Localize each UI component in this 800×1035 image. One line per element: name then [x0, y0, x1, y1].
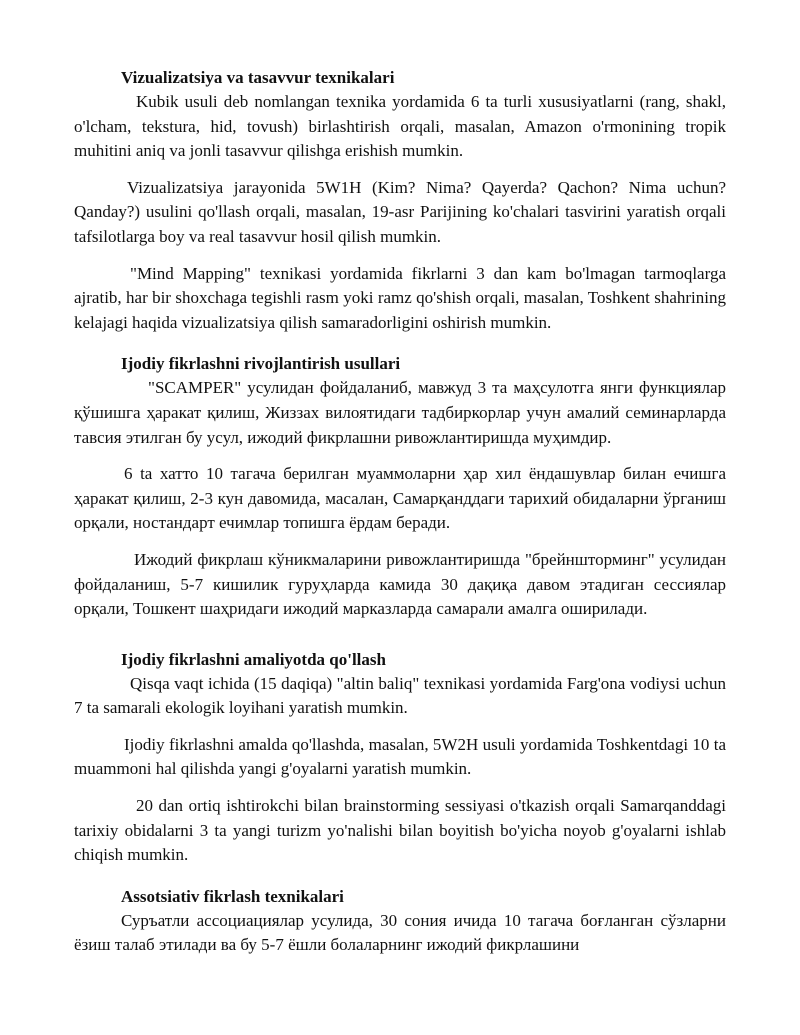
- paragraph: "SCAMPER" усулидан фойдаланиб, мавжуд 3 та маҳсулотга янги функциялар қўшишга ҳаракат қилиш, Жиззах вилоятидаги тадбиркорлар учун амалий семинарларда тавсия этилган бу усул, ижодий фикрлашни ривожлантиришда муҳимдир.: [74, 378, 726, 447]
- paragraph: Kubik usuli deb nomlangan texnika yordamida 6 ta turli xususiyatlarni (rang, shakl, o'lcham, tekstura, hid, tovush) birlashtirish orqali, masalan, Amazon o'rmonining tropik muhitini aniq va jonli tasavvur qilishga erishish mumkin.: [74, 92, 726, 161]
- paragraph: 6 ta хатто 10 тагача берилган муаммоларни ҳар хил ёндашувлар билан ечишга ҳаракат қилиш, 2-3 кун давомида, масалан, Самарқанддаги тарихий обидаларни ўрганиш орқали, ностандарт ечимлар топишга ёрдам беради.: [74, 464, 726, 533]
- paragraph: Ижодий фикрлаш кўникмаларини ривожлантиришда "брейншторминг" усулидан фойдаланиш, 5-7 кишилик гуруҳларда камида 30 дақиқа давом этадиган сессиялар орқали, Тошкент шаҳридаги ижодий марказларда самарали амалга оширилади.: [74, 549, 726, 619]
- section-heading: Vizualizatsiya va tasavvur texnikalari: [121, 68, 395, 87]
- paragraph: "Mind Mapping" texnikasi yordamida fikrlarni 3 dan kam bo'lmagan tarmoqlarga ajratib, har bir shoxchaga tegishli rasm yoki ramz qo'shish orqali, masalan, Toshkent shahrining kelajagi haqida vizualizatsiya qilish samaradorligini oshirish mumkin.: [74, 263, 726, 332]
- section-heading: Ijodiy fikrlashni amaliyotda qo'llash: [121, 649, 386, 669]
- section-visualization: [74, 66, 726, 335]
- section-associative: [74, 885, 726, 958]
- paragraph: Qisqa vaqt ichida (15 daqiqa) "altin baliq" texnikasi yordamida Farg'ona vodiysi uchun 7 ta samarali ekologik loyihani yaratish mumkin.: [74, 673, 726, 718]
- section-heading: Ijodiy fikrlashni rivojlantirish usullari: [121, 354, 401, 374]
- paragraph: 20 dan ortiq ishtirokchi bilan brainstorming sessiyasi o'tkazish orqali Samarqanddagi tarixiy obidalarni 3 ta yangi turizm yo'nalishi bilan boyitish bo'yicha noyob g'oyalarni ishlab chiqish mumkin.: [74, 796, 726, 865]
- paragraph: Ijodiy fikrlashni amalda qo'llashda, masalan, 5W2H usuli yordamida Toshkentdagi 10 ta muammoni hal qilishda yangi g'oyalarni yaratish mumkin.: [74, 734, 726, 779]
- section-creative-practice: [74, 648, 726, 868]
- paragraph: Vizualizatsiya jarayonida 5W1H (Kim? Nima? Qayerda? Qachon? Nima uchun? Qanday?) usulini qo'llash orqali, masalan, 19-asr Parijining ko'chalari tasvirini yaratish orqali tafsilotlarga boy va real tasavvur hosil qilish mumkin.: [74, 177, 726, 246]
- section-heading: Assotsiativ fikrlash texnikalari: [121, 886, 344, 906]
- paragraph: Суръатли ассоциациялар усулида, 30 сония ичида 10 тагача боғланган сўзларни ёзиш талаб этилади ва бу 5-7 ёшли болаларнинг ижодий фикрлашини: [74, 910, 726, 955]
- section-creative-development: [74, 352, 726, 621]
